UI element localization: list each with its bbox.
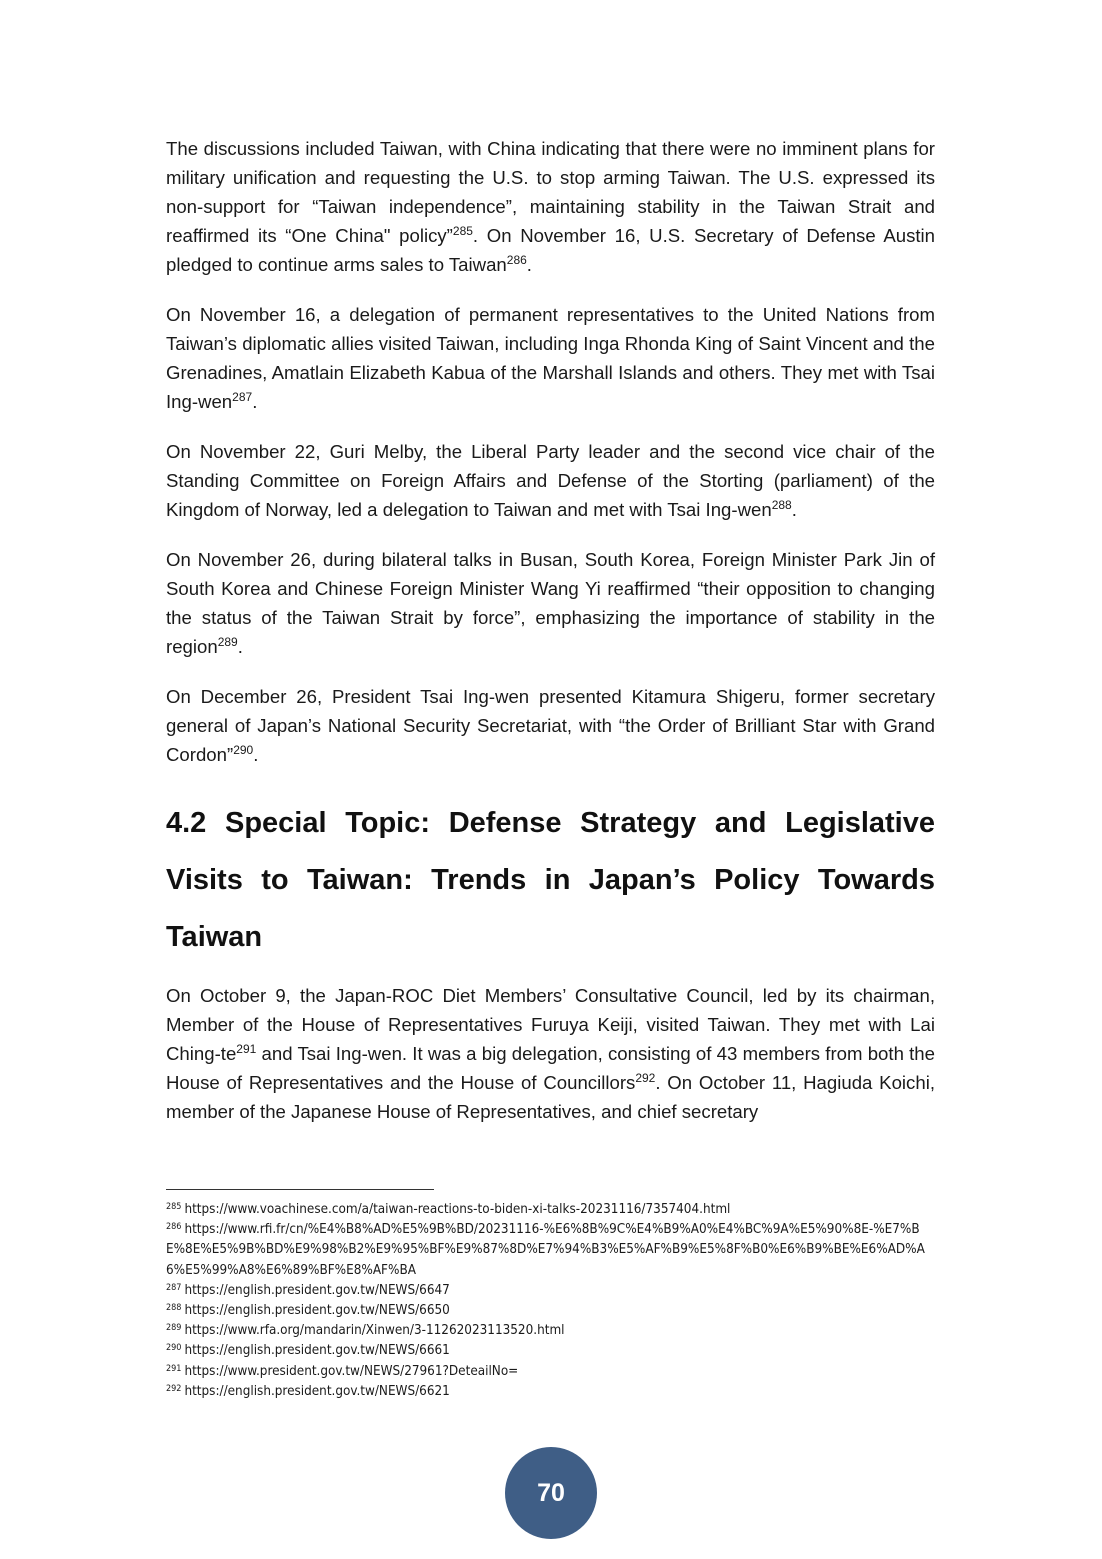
page-number: 70 bbox=[537, 1478, 565, 1507]
paragraph-us-china-talks: The discussions included Taiwan, with China indicating that there were no imminent plans for military unification and requesting the U.S. to stop arming Taiwan. The U.S. expressed its non-support for “Taiwan independence”, maintaining stability in the Taiwan Strait and reaffirmed its “One China" policy”$^{285}$. On November 16, U.S. Secretary of Defense Austin pledged to continue arms sales to Taiwan$^{286}$. bbox=[166, 138, 935, 275]
page-number-badge bbox=[505, 1447, 597, 1539]
paragraph-korea-talks: On November 26, during bilateral talks in Busan, South Korea, Foreign Minister Park Jin of South Korea and Chinese Foreign Minister Wang Yi reaffirmed “their opposition to changing the status of the Taiwan Strait by force”, emphasizing the importance of stability in the region$^{289}$. bbox=[166, 549, 935, 657]
footnote-ref[interactable]: 286 bbox=[506, 253, 527, 267]
paragraph-norway-delegation: On November 22, Guri Melby, the Liberal Party leader and the second vice chair of the Standing Committee on Foreign Affairs and Defense of the Storting (parliament) of the Kingdom of Norway, led a delegation to Taiwan and met with Tsai Ing-wen$^{288}$. bbox=[166, 441, 935, 520]
footnote-link[interactable]: https://english.president.gov.tw/NEWS/6650 bbox=[184, 1303, 450, 1319]
paragraph-japan-visit: On October 9, the Japan-ROC Diet Members’ Consultative Council, led by its chairman, Member of the House of Representatives Furuya Keiji, visited Taiwan. They met with Lai Ching-$te^{291}$ and Tsai Ing-wen. It was a big delegation, consisting of 43 members from both the House of Representatives and the House of Councillors$^{292}$. On October 11, Hagiuda Koichi, member of the Japanese House of Representatives, and chief secretary bbox=[166, 985, 935, 1122]
paragraph-un-delegation: On November 16, a delegation of permanent representatives to the United Nations from Taiwan’s diplomatic allies visited Taiwan, including Inga Rhonda King of Saint Vincent and the Grenadines, Amatlain Elizabeth Kabua of the Marshall Islands and others. They met with Tsai Ing-wen$^{287}$. bbox=[166, 304, 935, 412]
footnote-ref[interactable]: 292 bbox=[635, 1071, 656, 1085]
footnote-item: $^{292}$ https://english.president.gov.tw/NEWS/6621 bbox=[166, 1383, 450, 1399]
footnote-item: $^{291}$ https://www.president.gov.tw/NEWS/27961?DeteailNo= bbox=[166, 1363, 519, 1379]
footnote-ref[interactable]: 287 bbox=[232, 390, 253, 404]
footnote-link[interactable]: https://english.president.gov.tw/NEWS/6647 bbox=[184, 1282, 450, 1298]
section-heading: 4.2 Special Topic: Defense Strategy and Legislative Visits to Taiwan: Trends in Japan’s Policy Towards Taiwan bbox=[166, 807, 935, 953]
footnote-link[interactable]: https://www.rfa.org/mandarin/Xinwen/3-11262023113520.html bbox=[184, 1323, 565, 1339]
footnote-link[interactable]: https://english.president.gov.tw/NEWS/6661 bbox=[184, 1343, 450, 1359]
footnote-item: $^{287}$ https://english.president.gov.tw/NEWS/6647 bbox=[166, 1282, 450, 1298]
footnote-divider bbox=[166, 1189, 434, 1190]
footnote-item: $^{290}$ https://english.president.gov.tw/NEWS/6661 bbox=[166, 1343, 450, 1359]
footnote-link[interactable]: https://www.rfi.fr/cn/%E4%B8%AD%E5%9B%BD/20231116-%E6%8B%9C%E4%B9%A0%E4%BC%9A%E5%90%8E-%E7%BE%8E%E5%9B%BD%E9%98%B2%E9%95%BF%E9%87%8D%E7%94%B3%E5%AF%B9%E5%8F%B0%E6%B9%BE%E6%AD%A6%E5%99%A8%E6%89%BF%E8%AF%BA bbox=[166, 1222, 925, 1278]
footnote-item: $^{285}$ https://www.voachinese.com/a/taiwan-reactions-to-biden-xi-talks-20231116/7357404.html bbox=[166, 1202, 731, 1217]
footnote-ref[interactable]: 291 bbox=[236, 1042, 257, 1056]
footnote-ref[interactable]: 288 bbox=[771, 498, 792, 512]
footnote-link[interactable]: https://english.president.gov.tw/NEWS/6621 bbox=[184, 1383, 450, 1399]
footnote-ref[interactable]: 285 bbox=[452, 224, 473, 238]
main-content bbox=[166, 134, 935, 1147]
footnotes bbox=[166, 1200, 936, 1402]
footnote-ref[interactable]: 289 bbox=[217, 635, 238, 649]
footnote-item: $^{288}$ https://english.president.gov.tw/NEWS/6650 bbox=[166, 1303, 450, 1319]
footnote-item: $^{289}$ https://www.rfa.org/mandarin/Xinwen/3-11262023113520.html bbox=[166, 1323, 565, 1339]
paragraph-order-brilliant-star: On December 26, President Tsai Ing-wen presented Kitamura Shigeru, former secretary general of Japan’s National Security Secretariat, with “the Order of Brilliant Star with Grand Cordon”$^{290}$. bbox=[166, 686, 935, 765]
footnote-item: $^{286}$ https://www.rfi.fr/cn/%E4%B8%AD%E5%9B%BD/20231116-%E6%8B%9C%E4%B9%A0%E4%BC%9A%E5%90%8E-%E7%BE%8E%E5%9B%BD%E9%98%B2%E9%95%BF%E9%87%8D%E7%94%B3%E5%AF%B9%E5%8F%B0%E6%B9%BE%E6%AD%A6%E5%99%A8%E6%89%BF%E8%AF%BA bbox=[166, 1222, 925, 1278]
footnote-ref[interactable]: 290 bbox=[233, 743, 254, 757]
footnote-link[interactable]: https://www.voachinese.com/a/taiwan-reactions-to-biden-xi-talks-20231116/7357404.html bbox=[184, 1202, 731, 1217]
footnote-link[interactable]: https://www.president.gov.tw/NEWS/27961?DeteailNo= bbox=[184, 1363, 519, 1379]
